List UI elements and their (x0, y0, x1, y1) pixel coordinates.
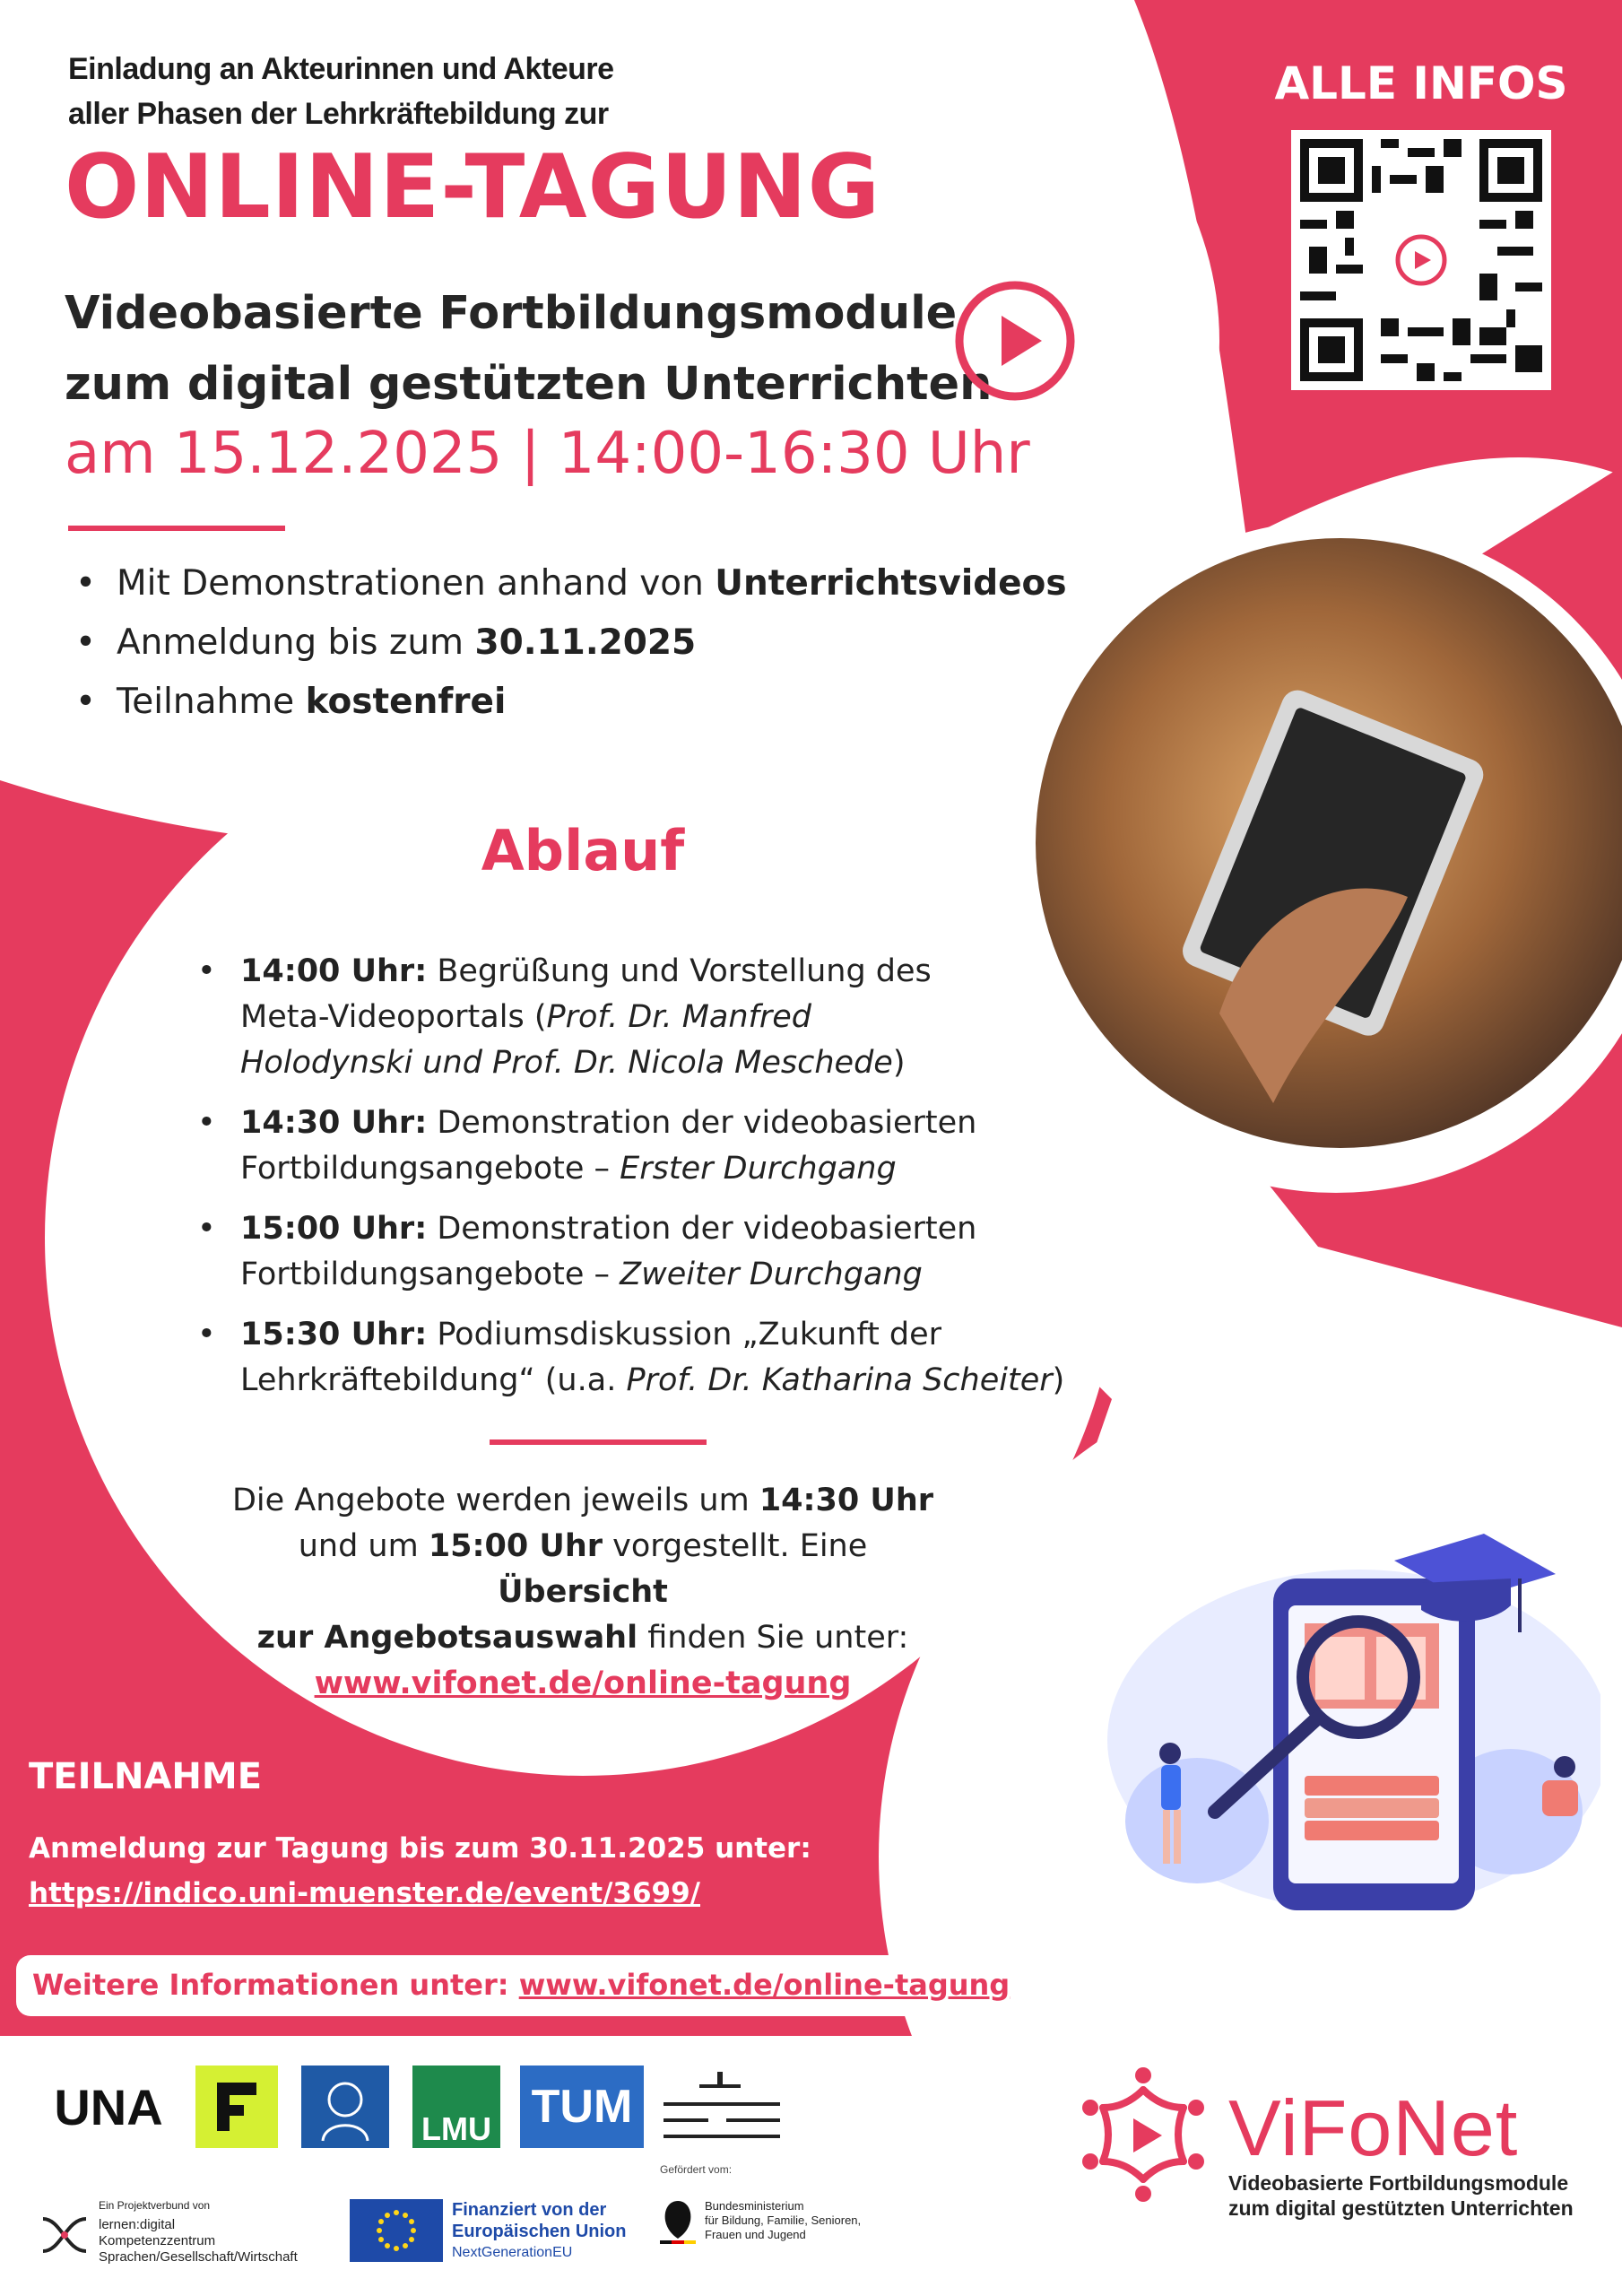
qr-code-icon (1291, 130, 1551, 390)
f-logo (195, 2066, 278, 2148)
intro-line-1: Einladung an Akteurinnen und Akteure (68, 52, 614, 86)
lernen-digital-icon (39, 2213, 90, 2257)
list-item: • Teilnahme kostenfrei (70, 673, 1067, 732)
lmu-logo: LMU (412, 2066, 500, 2148)
vifonet-logo-icon (1076, 2063, 1210, 2206)
program-item: • 14:00 Uhr: Begrüßung und Vorstellung des Meta-Videoportals (Prof. Dr. Manfred Holodynski und Prof. Dr. Nicola Meschede) (194, 949, 1081, 1086)
subtitle-line-2: zum digital gestützten Unterrichten (65, 358, 993, 411)
participation-text (29, 1826, 811, 1916)
qr-code[interactable] (1291, 130, 1551, 390)
education-illustration (1089, 1525, 1600, 1919)
portrait-logo (301, 2066, 389, 2148)
event-date: am 15.12.2025 | 14:00-16:30 Uhr (65, 421, 1030, 487)
funded-by-label: Gefördert vom: (660, 2163, 733, 2176)
brand-tagline: Videobasierte Fortbildungsmodule zum digital gestützten Unterrichten (1228, 2171, 1574, 2220)
f-logo-icon (210, 2075, 264, 2138)
list-item: • Mit Demonstrationen anhand von Unterrichtsvideos (70, 554, 1067, 613)
more-info-bar (16, 1955, 1010, 2016)
play-icon (952, 278, 1078, 404)
registration-link[interactable]: https://indico.uni-muenster.de/event/3699/ (29, 1877, 700, 1909)
lernen-digital-text: lernen:digital Kompetenzzentrum Sprachen/Gesellschaft/Wirtschaft (99, 2217, 298, 2265)
tum-logo: TUM (520, 2066, 644, 2148)
event-title: ONLINE-TAGUNG (65, 136, 881, 239)
intro-line-2: aller Phasen der Lehrkräftebildung zur (68, 97, 609, 131)
program-item: • 14:30 Uhr: Demonstration der videobasierten Fortbildungsangebote – Erster Durchgang (194, 1100, 1081, 1192)
more-info-text: Weitere Informationen unter: www.vifonet.de/online-tagung (32, 1968, 1010, 2002)
program-item: • 15:00 Uhr: Demonstration der videobasierten Fortbildungsangebote – Zweiter Durchgang (194, 1206, 1081, 1298)
subtitle-line-1: Videobasierte Fortbildungsmodule (65, 287, 958, 340)
program-heading: Ablauf (481, 818, 685, 883)
participation-heading: TEILNAHME (29, 1756, 263, 1797)
qr-label: ALLE INFOS (1274, 57, 1568, 109)
brand-name: ViFoNet (1228, 2083, 1519, 2172)
registration-text: Anmeldung zur Tagung bis zum 30.11.2025 unter: (29, 1832, 811, 1865)
overview-link[interactable]: www.vifonet.de/online-tagung (314, 1665, 852, 1701)
offer-note: Die Angebote werden jeweils um 14:30 Uhr und um 15:00 Uhr vorgestellt. Eine Übersicht zur Angebotsauswahl finden Sie unter: www.vifonet.de/online-tagung (231, 1483, 934, 1701)
list-item: • Anmeldung bis zum 30.11.2025 (70, 613, 1067, 673)
program-list (194, 949, 1081, 1418)
portrait-icon (314, 2071, 377, 2143)
una-logo: UNA (54, 2078, 163, 2135)
projekt-label: Ein Projektverbund von (99, 2199, 211, 2212)
ministry-text: Bundesministerium für Bildung, Familie, Senioren, Frauen und Jugend (705, 2199, 862, 2241)
program-item: • 15:30 Uhr: Podiumsdiskussion „Zukunft der Lehrkräftebildung“ (u.a. Prof. Dr. Katharina Scheiter) (194, 1312, 1081, 1404)
invitation-intro (68, 47, 614, 136)
eu-funding-text: Finanziert von der Europäischen Union NextGenerationEU (452, 2200, 627, 2260)
federal-eagle-icon (660, 2197, 696, 2244)
more-info-link[interactable]: www.vifonet.de/online-tagung (518, 1968, 1010, 2002)
divider (490, 1439, 707, 1445)
eu-flag-icon (350, 2199, 443, 2262)
institution-logo (664, 2068, 780, 2147)
divider (68, 526, 285, 531)
event-subtitle (65, 278, 992, 420)
feature-list (70, 554, 1067, 732)
